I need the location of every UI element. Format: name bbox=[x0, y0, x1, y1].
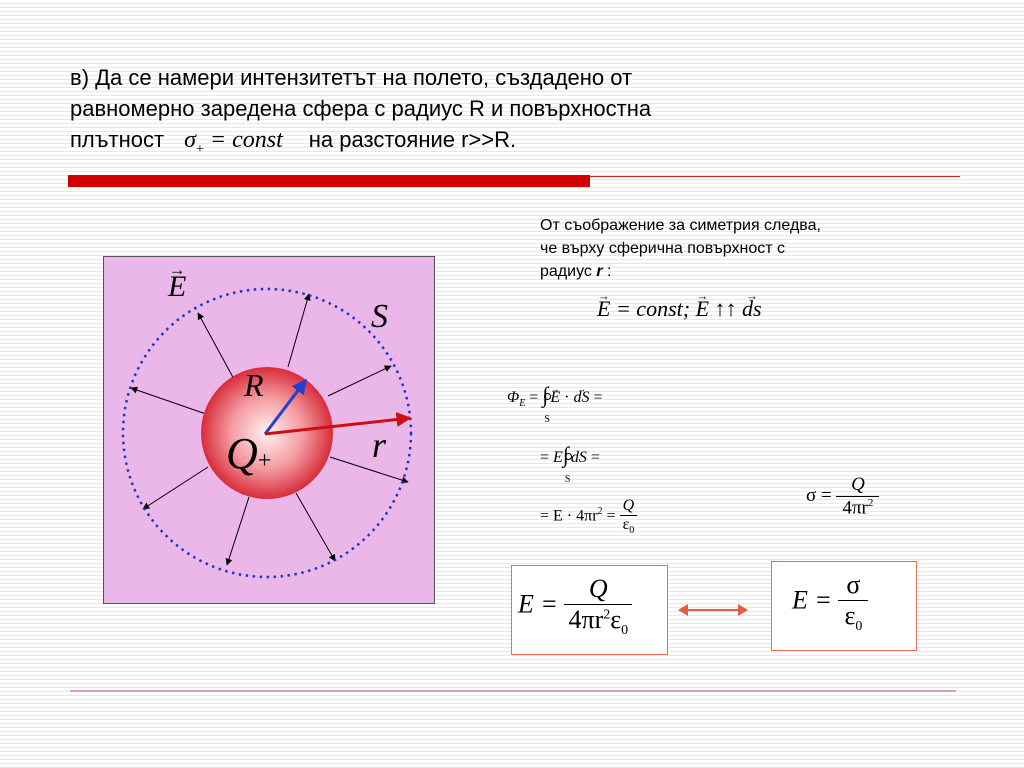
diagram-label-E: → E bbox=[168, 270, 186, 304]
equivalence-double-arrow bbox=[676, 600, 750, 620]
result-box-right bbox=[771, 561, 917, 651]
sigma-subscript: + bbox=[196, 141, 204, 157]
result-box-left bbox=[511, 565, 668, 655]
diagram-label-r: r bbox=[372, 425, 387, 465]
heading-line-3 bbox=[70, 124, 870, 155]
heading-line-3-start: плътност bbox=[70, 127, 165, 152]
sigma-formula: σ = $\frac{Q}{4\pi r^2}$ bbox=[806, 474, 879, 519]
flux-line-3: = $E \cdot 4\pi r^2$ = $\frac{Q}{\varepsilon_0}$ bbox=[540, 497, 637, 536]
result-formula-right: E = $\frac{\sigma}{\varepsilon_0}$ bbox=[792, 570, 868, 635]
sigma-symbol: σ bbox=[184, 127, 197, 153]
diagram-label-S: S bbox=[371, 298, 388, 335]
symmetry-line-2: че върху сферична повърхност с bbox=[540, 240, 785, 257]
const-text: = const bbox=[203, 127, 283, 153]
symmetry-formula: → E = const; → E ↑↑ → ds bbox=[597, 296, 762, 322]
symmetry-line-1: От съображение за симетрия следва, bbox=[540, 217, 821, 234]
result-formula-left: E = $\frac{Q}{4\pi r^2\varepsilon_0}$ bbox=[518, 574, 632, 639]
sigma-const-formula bbox=[184, 127, 289, 157]
bottom-divider bbox=[70, 690, 956, 692]
heading-line-1: в) Да се намери интензитетът на полето, създадено от bbox=[70, 65, 633, 90]
symmetry-line-3: радиус r : bbox=[540, 263, 612, 280]
accent-line bbox=[590, 176, 960, 177]
heading-line-2: равномерно заредена сфера с радиус R и повърхностна bbox=[70, 96, 652, 121]
accent-bar bbox=[68, 175, 590, 187]
diagram-label-R: R bbox=[244, 367, 264, 403]
flux-fraction: $\frac{Q}{\varepsilon_0}$ bbox=[620, 497, 638, 536]
flux-line-2: = E∫ S dS = bbox=[540, 442, 600, 485]
flux-line-1: $\Phi_E$ = ∫ S → E · → dS = bbox=[507, 382, 603, 409]
diagram-label-Q: Q+ bbox=[226, 429, 272, 478]
heading-line-3-end: на разстояние r>>R. bbox=[308, 127, 517, 152]
slide-heading bbox=[70, 62, 870, 155]
symmetry-text bbox=[540, 214, 960, 283]
